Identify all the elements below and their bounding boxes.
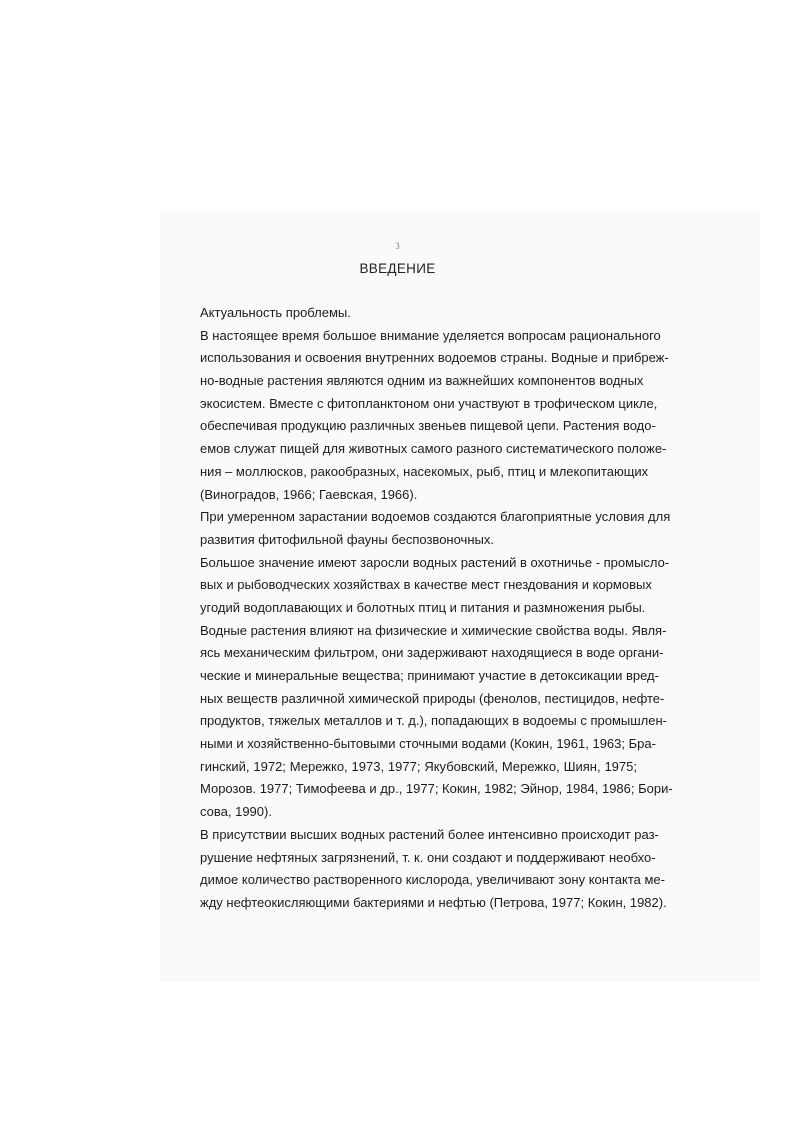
text-line: экосистем. Вместе с фитопланктоном они участвуют в трофическом цикле, (200, 395, 658, 411)
text-line: развития фитофильной фауны беспозвоночных. (200, 531, 494, 547)
text-line: рушение нефтяных загрязнений, т. к. они создают и поддерживают необхо- (200, 849, 656, 865)
text-line: ческие и минеральные вещества; принимают участие в детоксикации вред- (200, 668, 659, 683)
page-title: ВВЕДЕНИЕ (359, 261, 436, 276)
text-line: ясь механическим фильтром, они задерживают находящиеся в воде органи- (200, 645, 664, 661)
page-number: 3 (395, 241, 400, 251)
text-line: обеспечивая продукцию различных звеньев пищевой цепи. Растения водо- (200, 418, 656, 434)
text-line: ния – моллюсков, ракообразных, насекомых, рыб, птиц и млекопитающих (200, 463, 649, 479)
text-line: (Виноградов, 1966; Гаевская, 1966). (200, 486, 418, 502)
text-line: Водные растения влияют на физические и химические свойства воды. Явля- (200, 622, 667, 638)
text-line: емов служат пищей для животных самого разного систематического положе- (200, 441, 667, 457)
text-line: продуктов, тяжелых металлов и т. д.), попадающих в водоемы с промышлен- (200, 713, 668, 729)
text-line: ных веществ различной химической природы (фенолов, пестицидов, нефте- (200, 690, 665, 706)
text-line: сова, 1990). (200, 804, 272, 820)
text-line: димое количество растворенного кислорода, увеличивают зону контакта ме- (200, 872, 665, 888)
text-line: угодий водоплавающих и болотных птиц и питания и размножения рыбы. (200, 599, 646, 615)
paragraph-5 (200, 824, 667, 915)
paragraph-4 (200, 620, 673, 824)
text-line: гинский, 1972; Мережко, 1973, 1977; Якубовский, Мережко, Шиян, 1975; (200, 758, 637, 774)
text-line: В настоящее время большое внимание уделяется вопросам рационального (200, 327, 661, 343)
text-line: Морозов. 1977; Тимофеева и др., 1977; Кокин, 1982; Эйнор, 1984, 1986; Бори- (200, 781, 673, 797)
text-line: жду нефтеокисляющими бактериями и нефтью (Петрова, 1977; Кокин, 1982). (200, 894, 667, 910)
paragraph-1 (200, 325, 669, 507)
text-line: использования и освоения внутренних водоемов страны. Водные и прибреж- (200, 350, 669, 366)
paragraph-2 (200, 506, 671, 551)
text-line: вых и рыбоводческих хозяйствах в качестве мест гнездования и кормовых (200, 577, 652, 593)
text-line: Большое значение имеют заросли водных растений в охотничье - промысло- (200, 554, 670, 570)
section-heading: Актуальность проблемы. (200, 305, 351, 320)
body-text (200, 302, 673, 915)
text-line: В присутствии высших водных растений более интенсивно происходит раз- (200, 826, 659, 842)
text-line: При умеренном зарастании водоемов создаются благоприятные условия для (200, 509, 671, 525)
text-line: ными и хозяйственно-бытовыми сточными водами (Кокин, 1961, 1963; Бра- (200, 736, 656, 752)
text-line: но-водные растения являются одним из важнейших компонентов водных (200, 373, 644, 389)
paragraph-3 (200, 552, 670, 620)
